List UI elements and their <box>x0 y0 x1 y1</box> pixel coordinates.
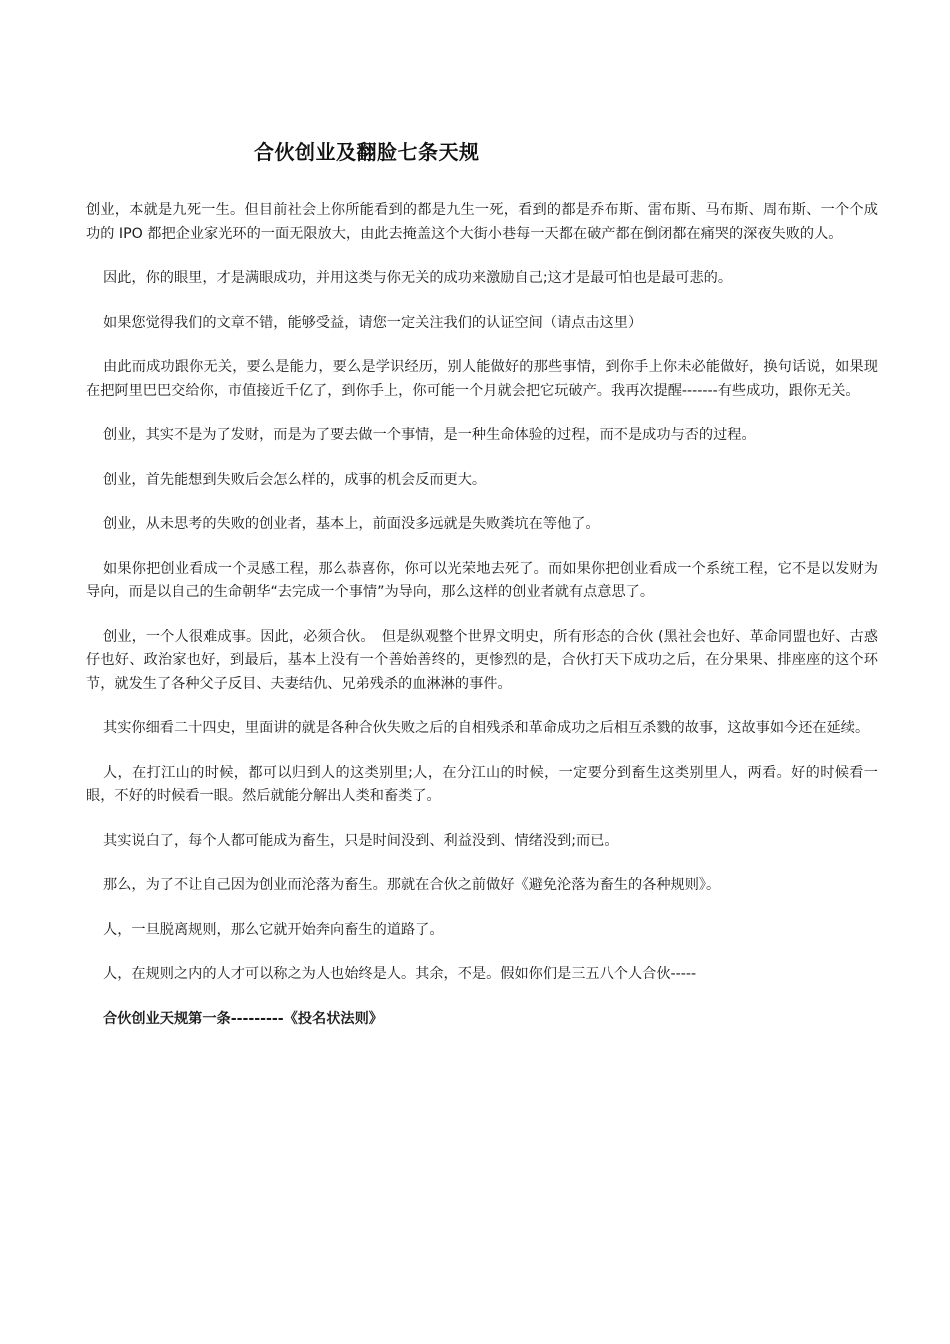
paragraph-intro: 创业，本就是九死一生。但目前社会上你所能看到的都是九生一死，看到的都是乔布斯、雷布斯、马布斯、周布斯、一个个成功的 IPO 都把企业家光环的一面无限放大，由此去掩盖这个大街小巷每一天都在破产都在倒闭都在痛哭的深夜失败的人。 <box>86 202 878 242</box>
paragraph: 其实你细看二十四史，里面讲的就是各种合伙失败之后的自相残杀和革命成功之后相互杀戮的故事，这故事如今还在延续。 <box>103 720 870 736</box>
paragraph: 因此，你的眼里，才是满眼成功，并用这类与你无关的成功来激励自己;这才是最可怕也是最可悲的。 <box>103 270 733 286</box>
paragraph: 创业，从未思考的失败的创业者，基本上，前面没多远就是失败粪坑在等他了。 <box>103 516 600 532</box>
document-body <box>86 199 878 1052</box>
paragraph: 由此而成功跟你无关，要么是能力，要么是学识经历，别人能做好的那些事情，到你手上你未必能做好，换句话说，如果现在把阿里巴巴交给你，市值接近千亿了，到你手上，你可能一个月就会把它玩破产。我再次提醒-------有些成功，跟你无关。 <box>86 359 878 399</box>
paragraph: 如果你把创业看成一个灵感工程，那么恭喜你，你可以光荣地去死了。而如果你把创业看成一个系统工程，它不是以发财为导向，而是以自己的生命朝华“去完成一个事情”为导向，那么这样的创业者就有点意思了。 <box>86 560 878 600</box>
paragraph: 人，在规则之内的人才可以称之为人也始终是人。其余，不是。假如你们是三五八个人合伙----- <box>103 966 697 982</box>
paragraph: 那么，为了不让自己因为创业而沦落为畜生。那就在合伙之前做好《避免沦落为畜生的各种规则》。 <box>103 877 721 893</box>
section-heading-rule-one: 合伙创业天规第一条---------《投名状法则》 <box>103 1010 383 1027</box>
paragraph-follow-prompt: 如果您觉得我们的文章不错，能够受益，请您一定关注我们的认证空间（请点击这里） <box>103 314 643 331</box>
paragraph: 其实说白了，每个人都可能成为畜生，只是时间没到、利益没到、情绪没到;而已。 <box>103 832 619 849</box>
paragraph: 人，在打江山的时候，都可以归到人的这类别里;人，在分江山的时候，一定要分到畜生这类别里人，两看。好的时候看一眼，不好的时候看一眼。然后就能分解出人类和畜类了。 <box>86 764 878 804</box>
paragraph: 创业，一个人很难成事。因此，必须合伙。 但是纵观整个世界文明史，所有形态的合伙 (黑社会也好、革命同盟也好、古惑仔也好、政治家也好，到最后，基本上没有一个善始善终的，更惨烈的是，合伙打天下成功之后，在分果果、排座座的这个环节，就发生了各种父子反目、夫妻结仇、兄弟残杀的血淋淋的事件。 <box>86 628 878 692</box>
paragraph: 创业，首先能想到失败后会怎么样的，成事的机会反而更大。 <box>103 471 487 488</box>
paragraph: 人，一旦脱离规则，那么它就开始奔向畜生的道路了。 <box>103 921 444 938</box>
document-title: 合伙创业及翻脸七条天规 <box>254 140 480 164</box>
paragraph: 创业，其实不是为了发财，而是为了要去做一个事情，是一种生命体验的过程，而不是成功与否的过程。 <box>103 427 756 443</box>
